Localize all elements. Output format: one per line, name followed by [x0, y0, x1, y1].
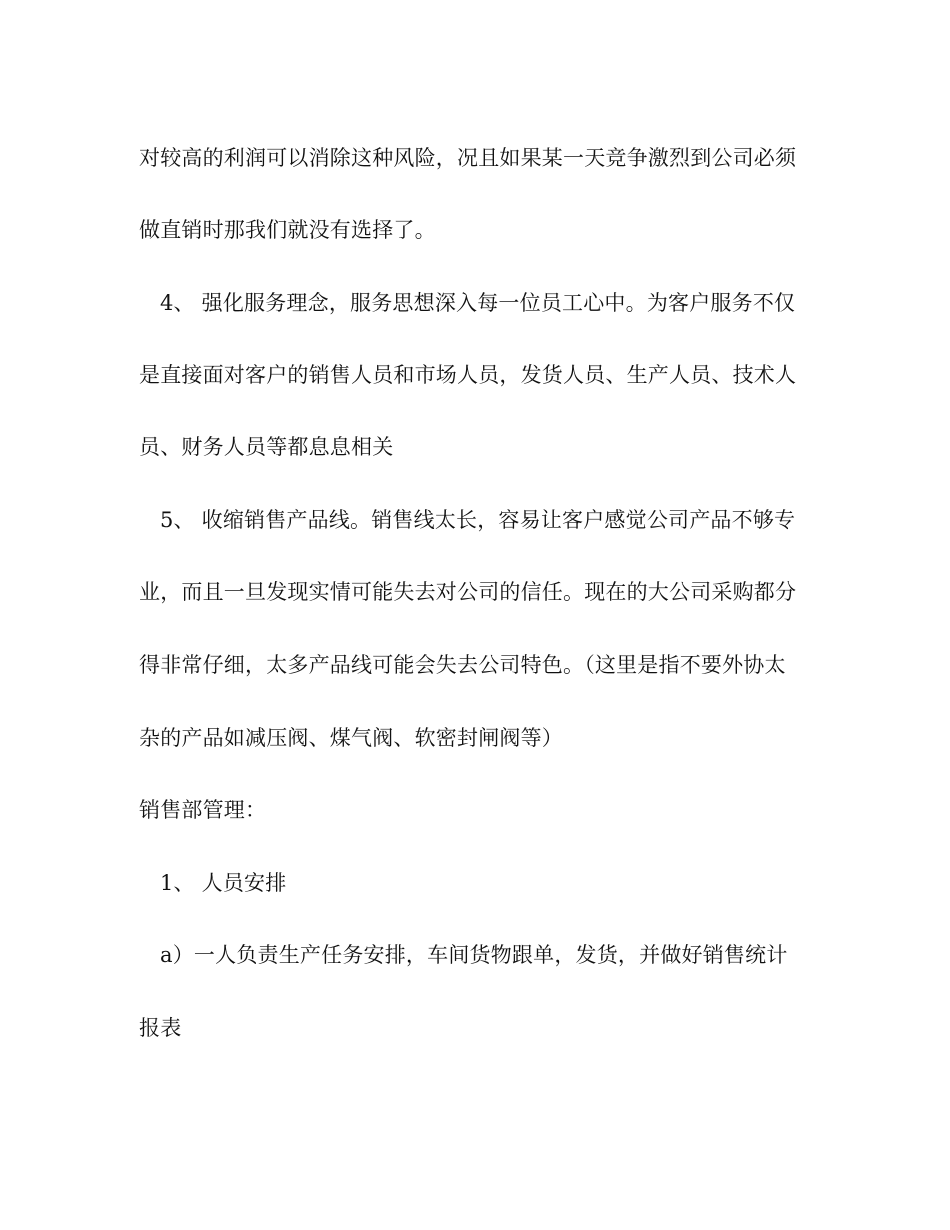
- list-item-1: 1、 人员安排: [160, 871, 287, 895]
- paragraph-line: 对较高的利润可以消除这种风险，况且如果某一天竞争激烈到公司必须: [139, 146, 797, 170]
- section-heading: 销售部管理：: [139, 798, 267, 822]
- paragraph-line: 员、财务人员等都息息相关: [139, 435, 394, 459]
- sub-item-a: a）一人负责生产任务安排，车间货物跟单，发货，并做好销售统计: [160, 943, 788, 967]
- paragraph-line: 业，而且一旦发现实情可能失去对公司的信任。现在的大公司采购都分: [139, 580, 797, 604]
- paragraph-line: 报表: [139, 1016, 182, 1040]
- paragraph-line: 做直销时那我们就没有选择了。: [139, 218, 436, 242]
- paragraph-line: 得非常仔细，太多产品线可能会失去公司特色。（这里是指不要外协太: [139, 653, 786, 677]
- list-item-5: 5、 收缩销售产品线。销售线太长，容易让客户感觉公司产品不够专: [160, 508, 796, 532]
- paragraph-line: 杂的产品如减压阀、煤气阀、软密封闸阀等）: [139, 726, 563, 750]
- list-item-4: 4、 强化服务理念，服务思想深入每一位员工心中。为客户服务不仅: [160, 291, 796, 315]
- paragraph-line: 是直接面对客户的销售人员和市场人员，发货人员、生产人员、技术人: [139, 363, 797, 387]
